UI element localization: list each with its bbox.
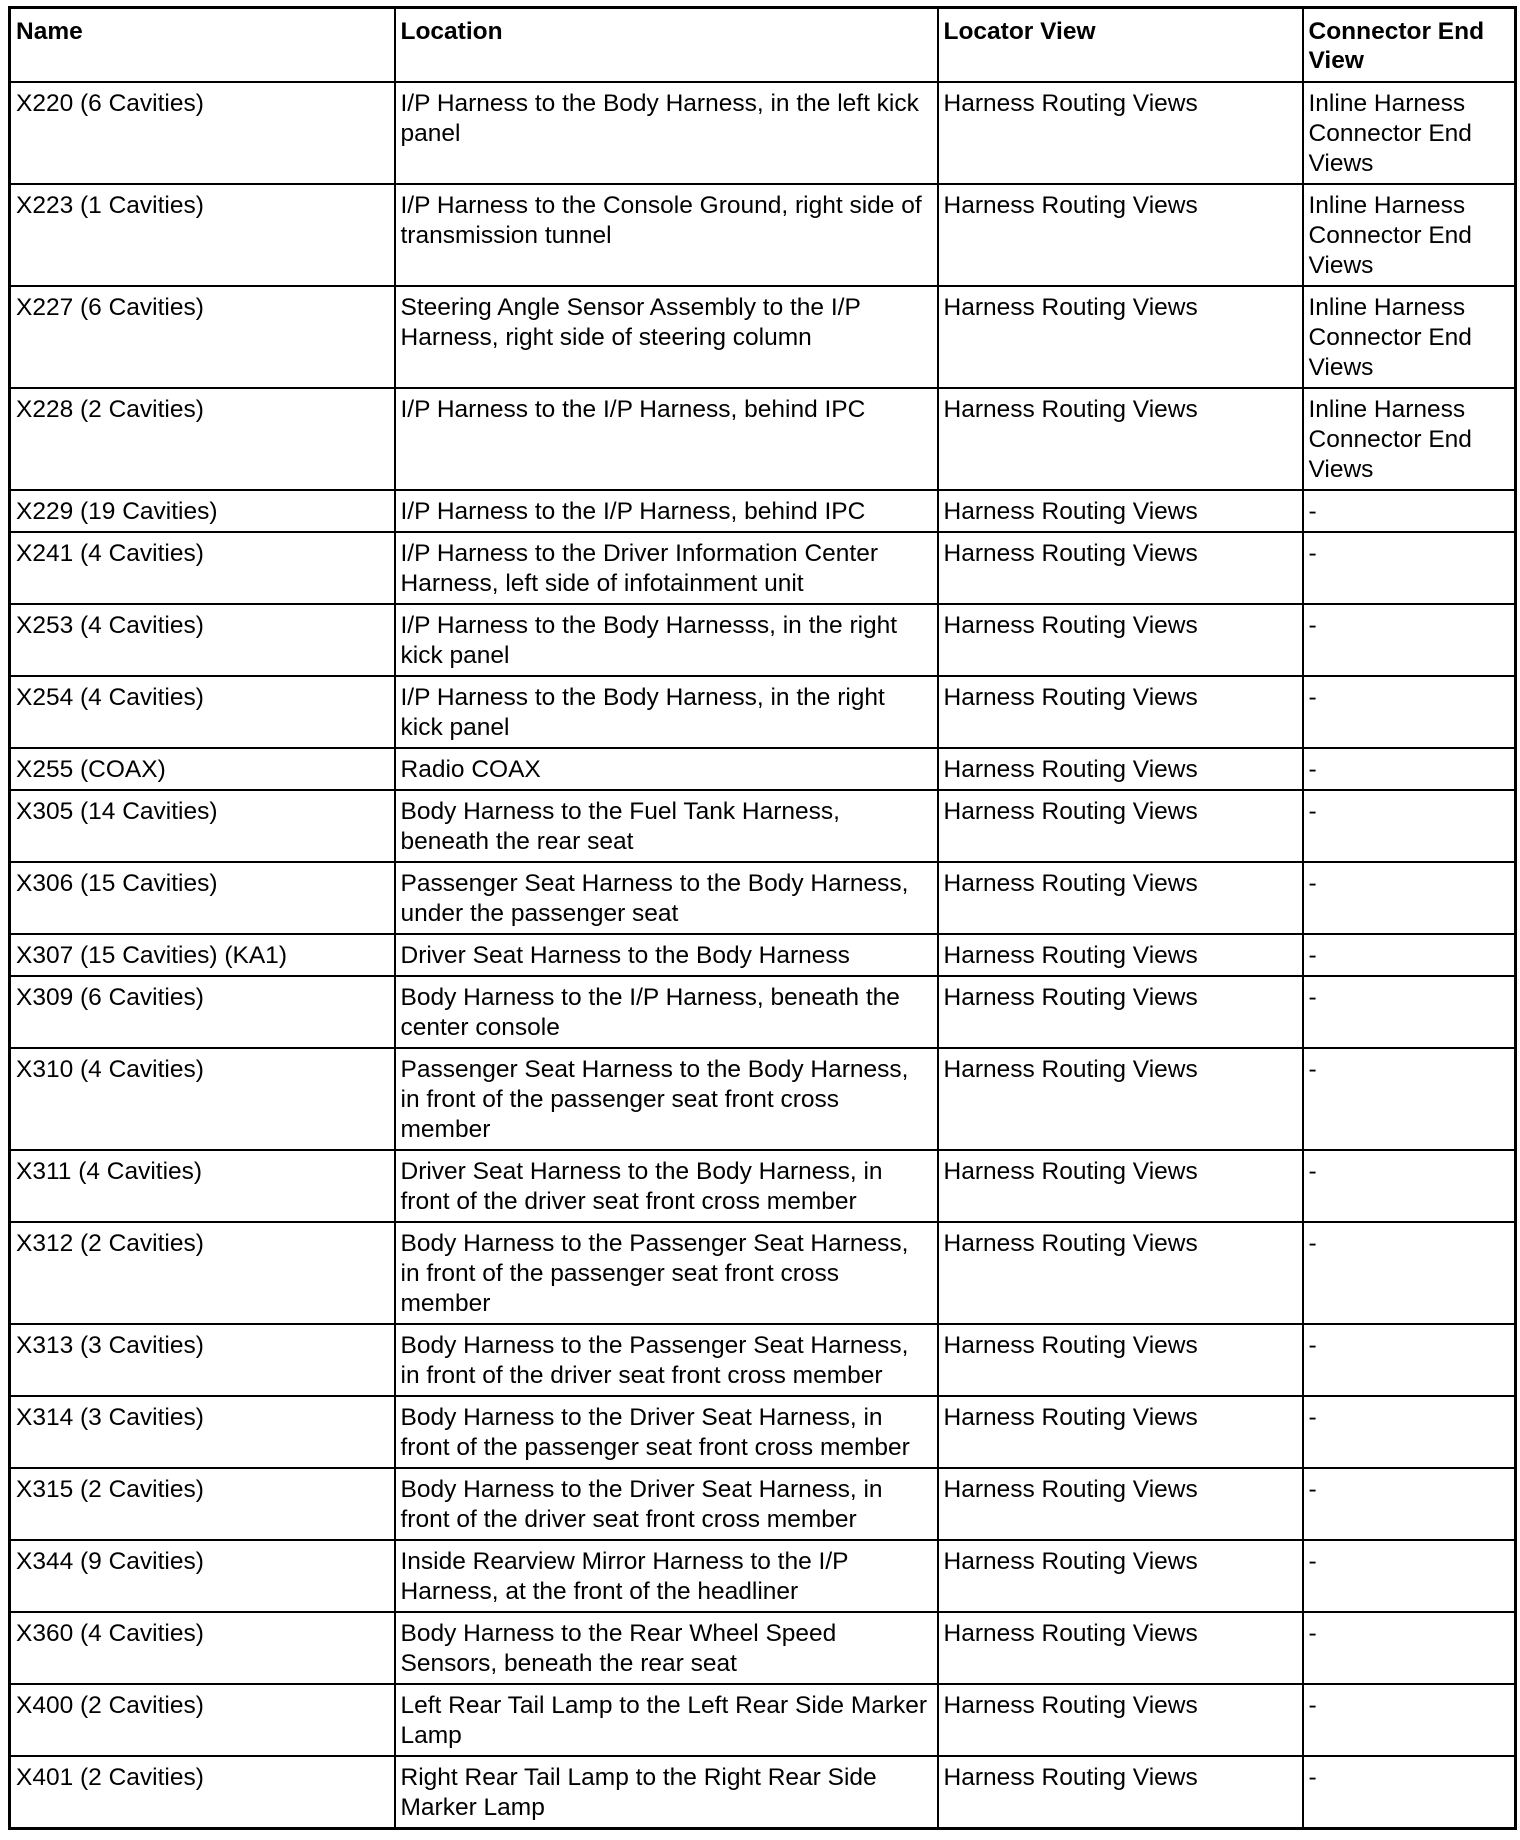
cell-location: Left Rear Tail Lamp to the Left Rear Side Marker Lamp — [395, 1684, 938, 1756]
cell-locator-view: Harness Routing Views — [938, 184, 1303, 286]
cell-connector-end-view: - — [1303, 1048, 1516, 1150]
cell-name: X401 (2 Cavities) — [10, 1756, 395, 1829]
cell-connector-end-view: - — [1303, 1222, 1516, 1324]
cell-connector-end-view: - — [1303, 1150, 1516, 1222]
cell-location: Driver Seat Harness to the Body Harness, in front of the driver seat front cross member — [395, 1150, 938, 1222]
cell-name: X305 (14 Cavities) — [10, 790, 395, 862]
table-row — [10, 286, 1516, 388]
table-row — [10, 790, 1516, 862]
table-row — [10, 1324, 1516, 1396]
cell-locator-view: Harness Routing Views — [938, 1396, 1303, 1468]
cell-location: I/P Harness to the Console Ground, right side of transmission tunnel — [395, 184, 938, 286]
cell-location: Driver Seat Harness to the Body Harness — [395, 934, 938, 976]
cell-location: Passenger Seat Harness to the Body Harness, under the passenger seat — [395, 862, 938, 934]
cell-location: Body Harness to the Fuel Tank Harness, beneath the rear seat — [395, 790, 938, 862]
cell-location: Body Harness to the Passenger Seat Harness, in front of the passenger seat front cross member — [395, 1222, 938, 1324]
cell-connector-end-view: - — [1303, 1540, 1516, 1612]
cell-connector-end-view: - — [1303, 862, 1516, 934]
cell-location: I/P Harness to the I/P Harness, behind IPC — [395, 490, 938, 532]
cell-connector-end-view: Inline Harness Connector End Views — [1303, 82, 1516, 184]
cell-location: I/P Harness to the Body Harnesss, in the right kick panel — [395, 604, 938, 676]
table-row — [10, 1468, 1516, 1540]
cell-locator-view: Harness Routing Views — [938, 790, 1303, 862]
column-header-connector-end-view: Connector End View — [1303, 8, 1516, 83]
cell-connector-end-view: - — [1303, 1324, 1516, 1396]
table-row — [10, 1222, 1516, 1324]
table-body — [10, 82, 1516, 1829]
cell-locator-view: Harness Routing Views — [938, 676, 1303, 748]
cell-location: I/P Harness to the Body Harness, in the right kick panel — [395, 676, 938, 748]
cell-location: Inside Rearview Mirror Harness to the I/P Harness, at the front of the headliner — [395, 1540, 938, 1612]
cell-name: X223 (1 Cavities) — [10, 184, 395, 286]
connector-table-wrapper — [8, 6, 1514, 1830]
table-row — [10, 934, 1516, 976]
table-row — [10, 1540, 1516, 1612]
table-row — [10, 532, 1516, 604]
cell-name: X360 (4 Cavities) — [10, 1612, 395, 1684]
cell-locator-view: Harness Routing Views — [938, 604, 1303, 676]
cell-name: X253 (4 Cavities) — [10, 604, 395, 676]
cell-name: X344 (9 Cavities) — [10, 1540, 395, 1612]
cell-locator-view: Harness Routing Views — [938, 490, 1303, 532]
table-row — [10, 748, 1516, 790]
cell-location: I/P Harness to the Driver Information Center Harness, left side of infotainment unit — [395, 532, 938, 604]
table-row — [10, 82, 1516, 184]
connector-table — [8, 6, 1517, 1830]
cell-connector-end-view: Inline Harness Connector End Views — [1303, 388, 1516, 490]
cell-locator-view: Harness Routing Views — [938, 976, 1303, 1048]
cell-locator-view: Harness Routing Views — [938, 1684, 1303, 1756]
cell-locator-view: Harness Routing Views — [938, 748, 1303, 790]
cell-location: Radio COAX — [395, 748, 938, 790]
column-header-location: Location — [395, 8, 938, 83]
cell-locator-view: Harness Routing Views — [938, 1756, 1303, 1829]
cell-locator-view: Harness Routing Views — [938, 1048, 1303, 1150]
cell-name: X229 (19 Cavities) — [10, 490, 395, 532]
cell-connector-end-view: - — [1303, 532, 1516, 604]
table-row — [10, 604, 1516, 676]
table-row — [10, 184, 1516, 286]
cell-connector-end-view: Inline Harness Connector End Views — [1303, 184, 1516, 286]
table-row — [10, 1048, 1516, 1150]
cell-connector-end-view: - — [1303, 490, 1516, 532]
cell-connector-end-view: - — [1303, 790, 1516, 862]
cell-locator-view: Harness Routing Views — [938, 1222, 1303, 1324]
cell-locator-view: Harness Routing Views — [938, 82, 1303, 184]
table-row — [10, 1612, 1516, 1684]
cell-location: Passenger Seat Harness to the Body Harness, in front of the passenger seat front cross member — [395, 1048, 938, 1150]
cell-name: X220 (6 Cavities) — [10, 82, 395, 184]
cell-locator-view: Harness Routing Views — [938, 1612, 1303, 1684]
cell-locator-view: Harness Routing Views — [938, 388, 1303, 490]
cell-connector-end-view: - — [1303, 1468, 1516, 1540]
table-row — [10, 388, 1516, 490]
cell-connector-end-view: - — [1303, 604, 1516, 676]
column-header-locator-view: Locator View — [938, 8, 1303, 83]
table-row — [10, 1396, 1516, 1468]
cell-location: I/P Harness to the Body Harness, in the left kick panel — [395, 82, 938, 184]
cell-name: X228 (2 Cavities) — [10, 388, 395, 490]
table-row — [10, 862, 1516, 934]
cell-location: Body Harness to the Rear Wheel Speed Sensors, beneath the rear seat — [395, 1612, 938, 1684]
cell-locator-view: Harness Routing Views — [938, 286, 1303, 388]
cell-name: X400 (2 Cavities) — [10, 1684, 395, 1756]
table-row — [10, 1756, 1516, 1829]
cell-name: X309 (6 Cavities) — [10, 976, 395, 1048]
cell-location: Body Harness to the Driver Seat Harness, in front of the driver seat front cross member — [395, 1468, 938, 1540]
table-row — [10, 1684, 1516, 1756]
cell-connector-end-view: - — [1303, 1684, 1516, 1756]
cell-locator-view: Harness Routing Views — [938, 532, 1303, 604]
cell-name: X310 (4 Cavities) — [10, 1048, 395, 1150]
cell-name: X315 (2 Cavities) — [10, 1468, 395, 1540]
table-row — [10, 676, 1516, 748]
cell-name: X254 (4 Cavities) — [10, 676, 395, 748]
cell-name: X313 (3 Cavities) — [10, 1324, 395, 1396]
column-header-name: Name — [10, 8, 395, 83]
cell-location: Right Rear Tail Lamp to the Right Rear Side Marker Lamp — [395, 1756, 938, 1829]
cell-location: Steering Angle Sensor Assembly to the I/P Harness, right side of steering column — [395, 286, 938, 388]
cell-location: Body Harness to the Driver Seat Harness, in front of the passenger seat front cross member — [395, 1396, 938, 1468]
cell-locator-view: Harness Routing Views — [938, 1468, 1303, 1540]
cell-locator-view: Harness Routing Views — [938, 1150, 1303, 1222]
cell-locator-view: Harness Routing Views — [938, 934, 1303, 976]
cell-connector-end-view: Inline Harness Connector End Views — [1303, 286, 1516, 388]
cell-location: Body Harness to the Passenger Seat Harness, in front of the driver seat front cross member — [395, 1324, 938, 1396]
cell-locator-view: Harness Routing Views — [938, 1324, 1303, 1396]
cell-connector-end-view: - — [1303, 976, 1516, 1048]
cell-name: X255 (COAX) — [10, 748, 395, 790]
cell-name: X241 (4 Cavities) — [10, 532, 395, 604]
cell-connector-end-view: - — [1303, 1396, 1516, 1468]
cell-connector-end-view: - — [1303, 1612, 1516, 1684]
cell-locator-view: Harness Routing Views — [938, 1540, 1303, 1612]
cell-name: X227 (6 Cavities) — [10, 286, 395, 388]
cell-name: X314 (3 Cavities) — [10, 1396, 395, 1468]
cell-location: I/P Harness to the I/P Harness, behind IPC — [395, 388, 938, 490]
table-header-row — [10, 8, 1516, 83]
table-row — [10, 976, 1516, 1048]
cell-connector-end-view: - — [1303, 1756, 1516, 1829]
cell-name: X306 (15 Cavities) — [10, 862, 395, 934]
cell-name: X307 (15 Cavities) (KA1) — [10, 934, 395, 976]
cell-connector-end-view: - — [1303, 934, 1516, 976]
table-row — [10, 490, 1516, 532]
cell-location: Body Harness to the I/P Harness, beneath the center console — [395, 976, 938, 1048]
cell-name: X312 (2 Cavities) — [10, 1222, 395, 1324]
table-row — [10, 1150, 1516, 1222]
cell-locator-view: Harness Routing Views — [938, 862, 1303, 934]
cell-connector-end-view: - — [1303, 748, 1516, 790]
cell-name: X311 (4 Cavities) — [10, 1150, 395, 1222]
cell-connector-end-view: - — [1303, 676, 1516, 748]
